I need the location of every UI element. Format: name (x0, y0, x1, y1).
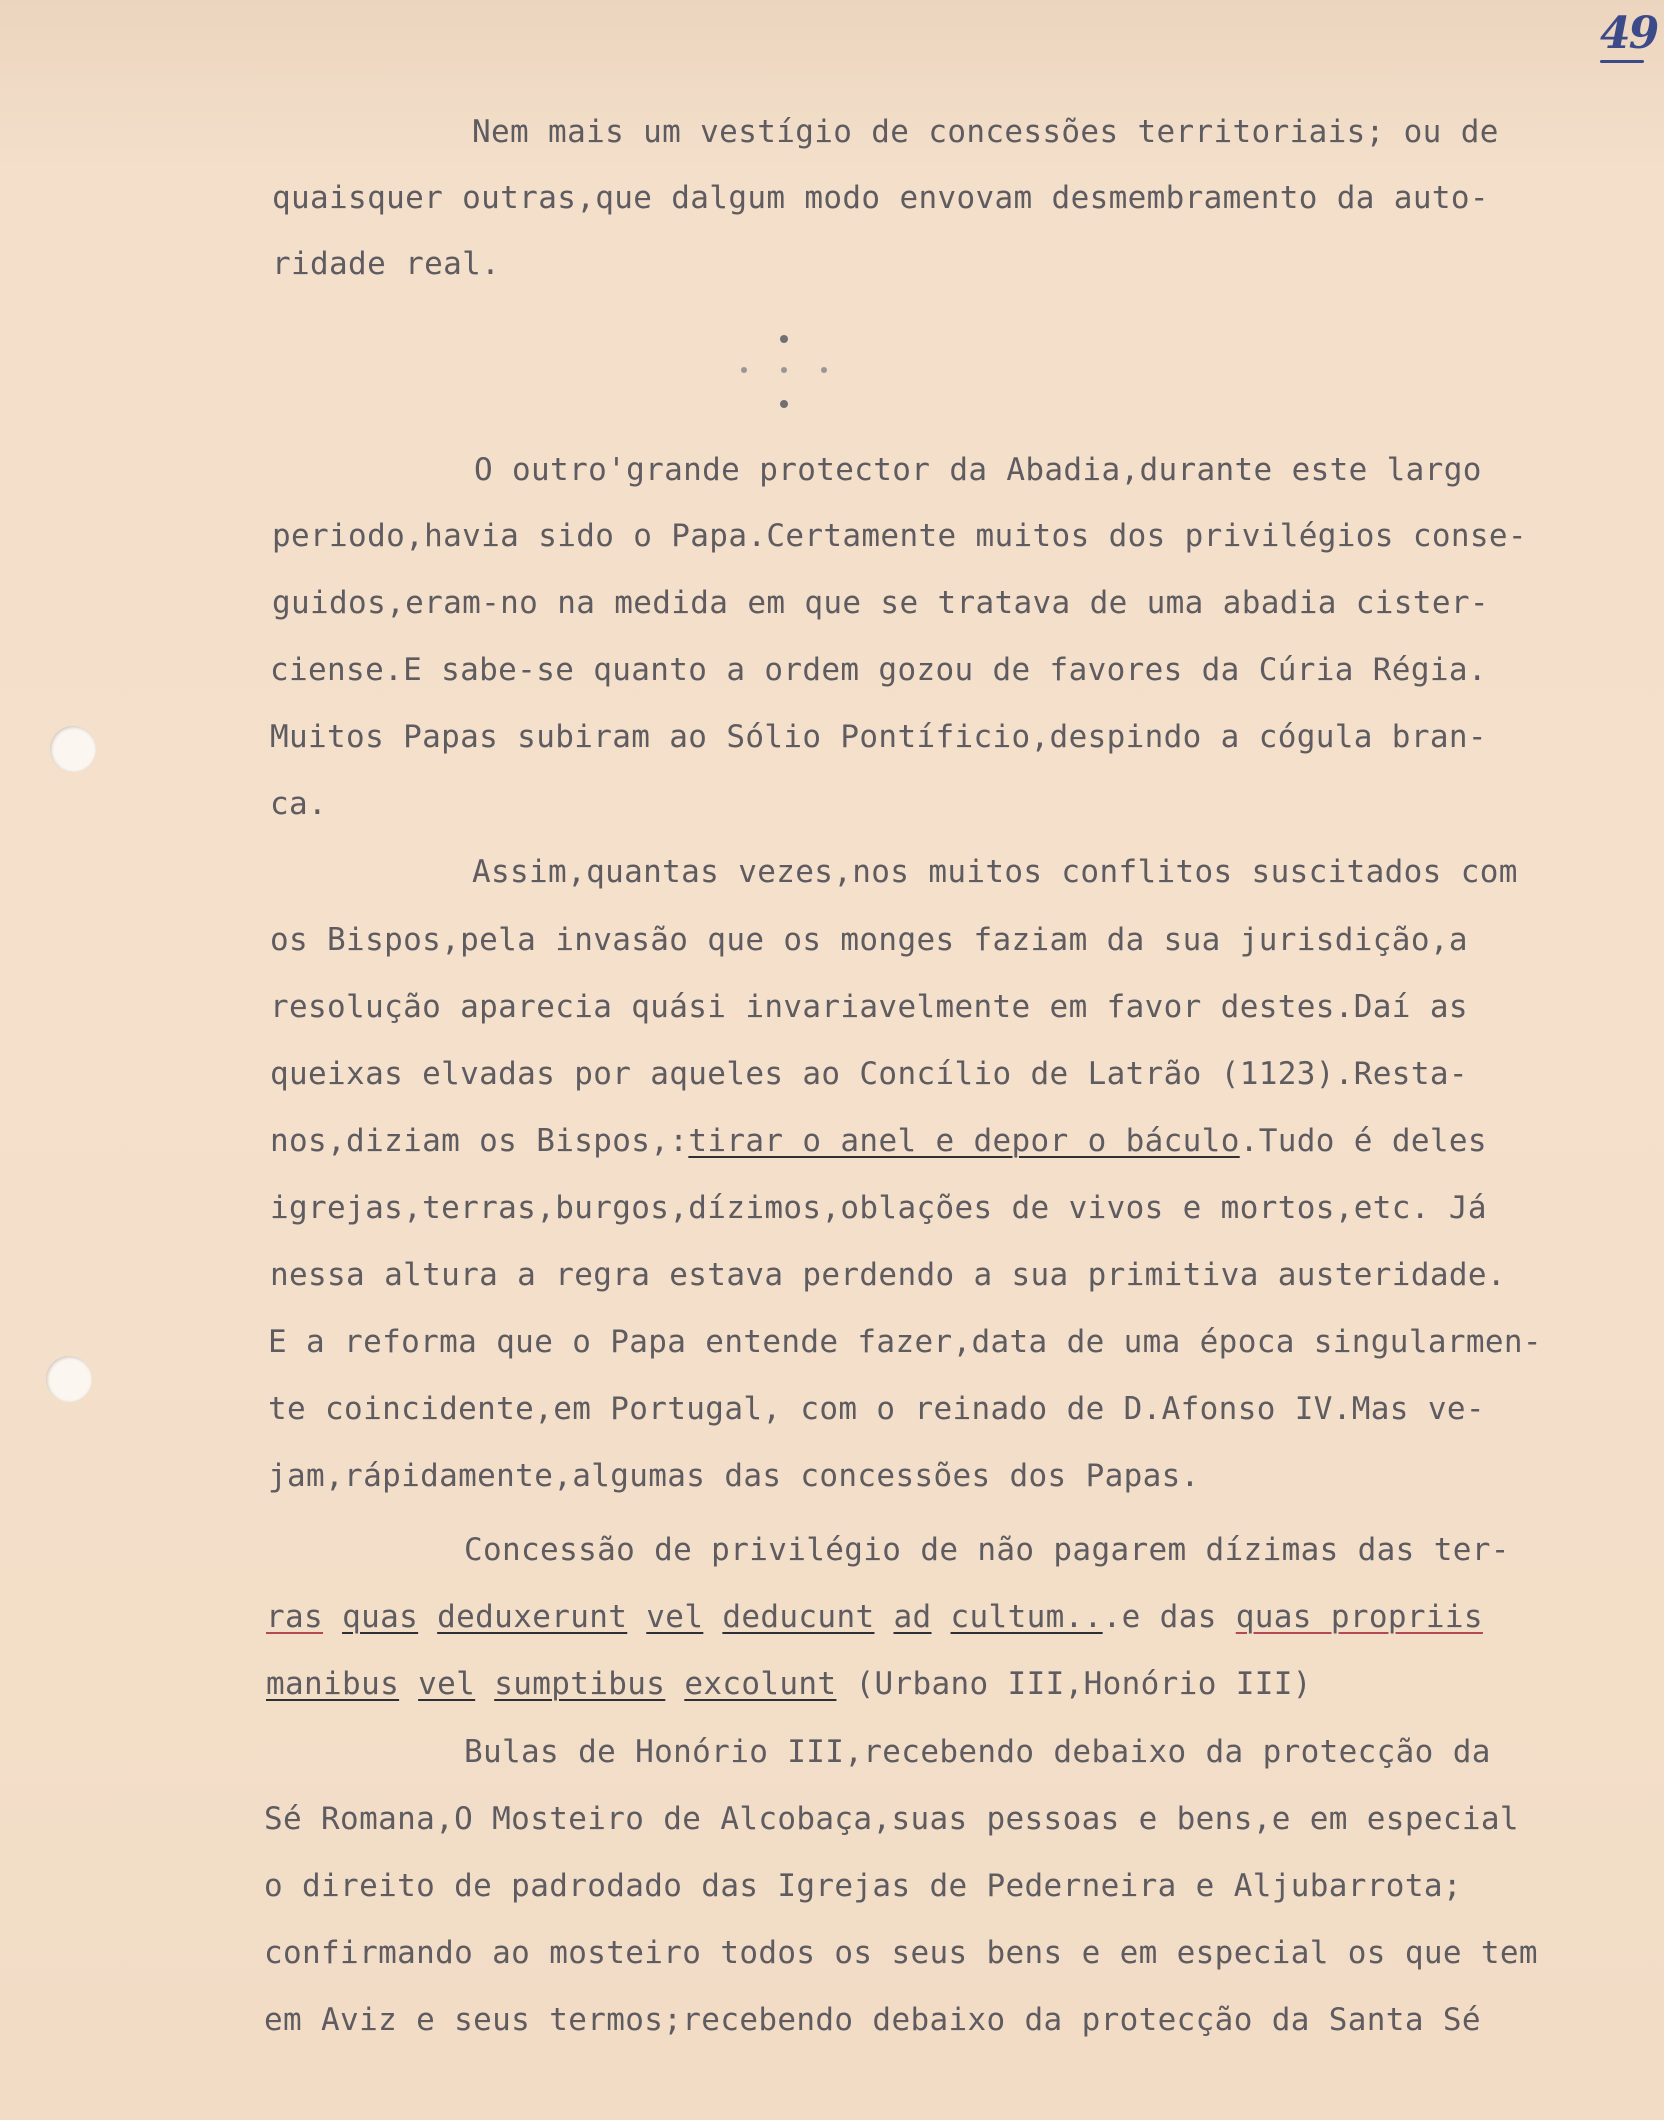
paragraph-4-line-2 (266, 1597, 1483, 1637)
paragraph-5-line-4: confirmando ao mosteiro todos os seus bens e em especial os que tem (264, 1935, 1538, 1971)
underlined-quote: tirar o anel e depor o báculo (688, 1123, 1240, 1159)
paragraph-4-line-3 (266, 1664, 1312, 1704)
paragraph-1-line-1: Nem mais um vestígio de concessões territoriais; ou de (472, 114, 1499, 150)
paragraph-2-line-1: O outro'grande protector da Abadia,durante este largo (474, 452, 1482, 488)
separator-dot-middle (781, 367, 787, 373)
separator-dot-left (741, 367, 747, 373)
paragraph-4-line-1: Concessão de privilégio de não pagarem dízimas das ter- (464, 1532, 1510, 1568)
paragraph-5-line-2: Sé Romana,O Mosteiro de Alcobaça,suas pessoas e bens,e em especial (264, 1801, 1519, 1837)
latin-deduxerunt: deduxerunt (437, 1599, 628, 1635)
paragraph-3-line-3: resolução aparecia quási invariavelmente em favor destes.Daí as (270, 989, 1468, 1025)
latin-vel-2: vel (418, 1666, 476, 1702)
latin-vel: vel (646, 1599, 704, 1635)
latin-manibus: manibus (266, 1666, 400, 1702)
paragraph-3-line-1: Assim,quantas vezes,nos muitos conflitos suscitados com (472, 854, 1518, 890)
latin-quas: quas (342, 1599, 419, 1635)
paragraph-3-line-7: nessa altura a regra estava perdendo a sua primitiva austeridade. (270, 1257, 1506, 1293)
page-number-underline (1600, 60, 1644, 63)
paragraph-5-line-3: o direito de padrodado das Igrejas de Pederneira e Aljubarrota; (264, 1868, 1462, 1904)
paragraph-2-line-4: ciense.E sabe-se quanto a ordem gozou de favores da Cúria Régia. (270, 652, 1487, 688)
line-5-text-after: .Tudo é deles (1239, 1123, 1487, 1159)
separator-dot-top (780, 335, 788, 343)
papal-references: (Urbano III,Honório III) (836, 1666, 1312, 1702)
page-number: 49 (1600, 8, 1658, 59)
paragraph-3-line-6: igrejas,terras,burgos,dízimos,oblações de vivos e mortos,etc. Já (270, 1190, 1487, 1226)
paragraph-2-line-6: ca. (270, 786, 328, 822)
punch-hole-bottom (46, 1356, 92, 1402)
paragraph-3-line-5 (270, 1121, 1487, 1161)
paragraph-2-line-5: Muitos Papas subiram ao Sólio Pontíficio,despindo a cógula bran- (270, 719, 1487, 755)
line-2-connector: .e das (1102, 1599, 1236, 1635)
latin-sumptibus: sumptibus (494, 1666, 666, 1702)
paragraph-3-line-4: queixas elvadas por aqueles ao Concílio de Latrão (1123).Resta- (270, 1056, 1468, 1092)
paragraph-2-line-3: guidos,eram-no na medida em que se tratava de uma abadia cister- (272, 585, 1489, 621)
separator-dot-right (821, 367, 827, 373)
latin-cultum: cultum.. (950, 1599, 1103, 1635)
latin-quas-propriis: quas propriis (1235, 1599, 1483, 1635)
punch-hole-top (50, 726, 96, 772)
paragraph-1-line-2: quaisquer outras,que dalgum modo envovam desmembramento da auto- (272, 180, 1489, 216)
paragraph-3-line-9: te coincidente,em Portugal, com o reinado de D.Afonso IV.Mas ve- (268, 1391, 1485, 1427)
paragraph-5-line-5: em Aviz e seus termos;recebendo debaixo da protecção da Santa Sé (264, 2002, 1481, 2038)
paragraph-5-line-1: Bulas de Honório III,recebendo debaixo da protecção da (464, 1734, 1491, 1770)
paragraph-1-line-3: ridade real. (272, 246, 501, 282)
paragraph-3-line-2: os Bispos,pela invasão que os monges faziam da sua jurisdição,a (270, 922, 1468, 958)
latin-ad: ad (893, 1599, 932, 1635)
latin-ras: ras (266, 1599, 324, 1635)
separator-dot-bottom (780, 400, 788, 408)
paragraph-3-line-10: jam,rápidamente,algumas das concessões dos Papas. (268, 1458, 1200, 1494)
latin-excolunt: excolunt (684, 1666, 837, 1702)
paragraph-2-line-2: periodo,havia sido o Papa.Certamente muitos dos privilégios conse- (272, 518, 1527, 554)
latin-deducunt: deducunt (722, 1599, 875, 1635)
paragraph-3-line-8: E a reforma que o Papa entende fazer,data de uma época singularmen- (268, 1324, 1542, 1360)
line-5-text-before: nos,diziam os Bispos,: (270, 1123, 689, 1159)
